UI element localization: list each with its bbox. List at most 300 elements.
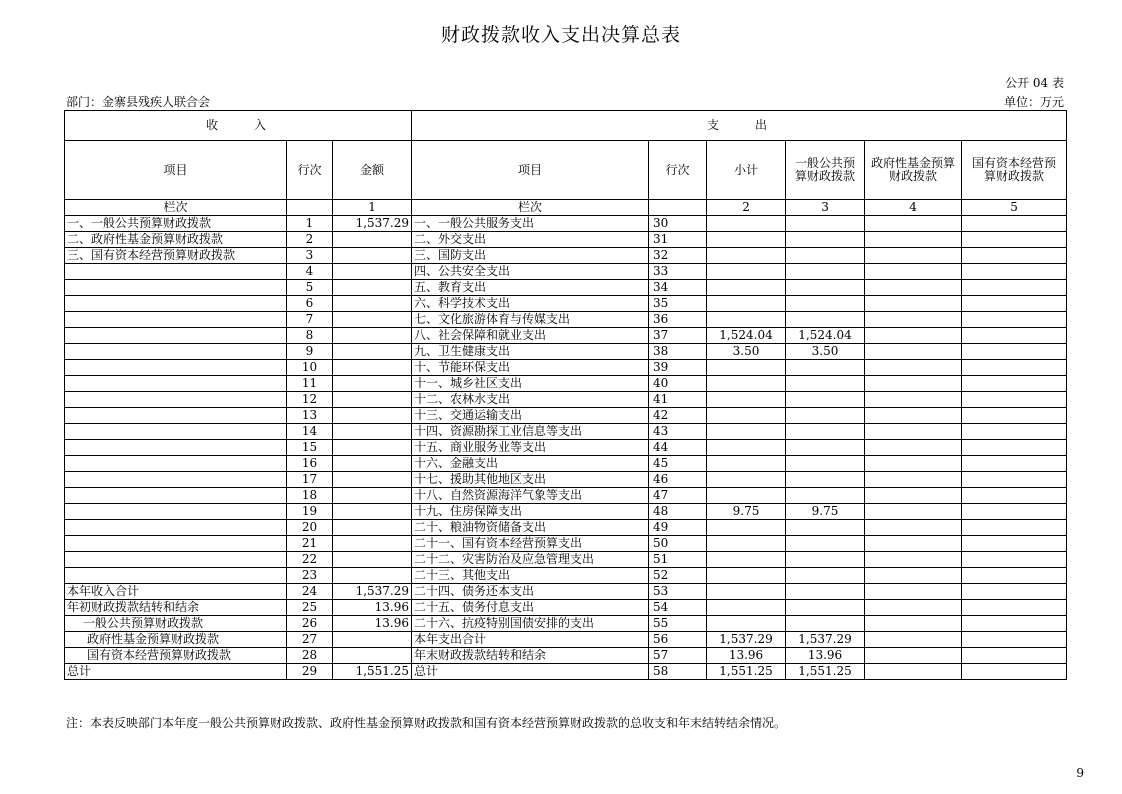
income-amount: [333, 648, 412, 664]
gov-fund-value: [865, 536, 962, 552]
expense-row-no: 53: [649, 584, 707, 600]
gov-fund-value: [865, 424, 962, 440]
income-row-no: 8: [287, 328, 333, 344]
expense-row-no: 52: [649, 568, 707, 584]
general-budget-value: 1,524.04: [786, 328, 865, 344]
income-amount: [333, 424, 412, 440]
income-amount: [333, 472, 412, 488]
col-empty-1: [287, 200, 333, 216]
subtotal-value: [707, 376, 786, 392]
expense-row-no: 41: [649, 392, 707, 408]
income-item-header: 项目: [65, 141, 287, 200]
general-budget-value: [786, 520, 865, 536]
expense-row-no: 40: [649, 376, 707, 392]
income-row-no: 4: [287, 264, 333, 280]
state-capital-value: [962, 216, 1067, 232]
income-row-no: 7: [287, 312, 333, 328]
subtotal-value: [707, 456, 786, 472]
income-amount: [333, 232, 412, 248]
expense-item: 四、公共安全支出: [412, 264, 649, 280]
table-row: [65, 456, 1067, 472]
income-item: [65, 552, 287, 568]
gov-fund-value: [865, 376, 962, 392]
state-capital-value: [962, 616, 1067, 632]
gov-fund-value: [865, 360, 962, 376]
expense-row-no: 35: [649, 296, 707, 312]
income-item: [65, 520, 287, 536]
income-item: 一般公共预算财政拨款: [65, 616, 287, 632]
income-item: 政府性基金预算财政拨款: [65, 632, 287, 648]
gov-fund-value: [865, 408, 962, 424]
table-row: [65, 312, 1067, 328]
expense-row-no: 43: [649, 424, 707, 440]
expense-item: 本年支出合计: [412, 632, 649, 648]
subtotal-value: [707, 536, 786, 552]
general-budget-value: [786, 584, 865, 600]
gov-fund-value: [865, 584, 962, 600]
table-row: [65, 632, 1067, 648]
income-amount: [333, 248, 412, 264]
income-amount: [333, 504, 412, 520]
income-item: [65, 392, 287, 408]
income-row-no: 28: [287, 648, 333, 664]
table-row: [65, 520, 1067, 536]
general-budget-value: [786, 536, 865, 552]
column-number-row: [65, 200, 1067, 216]
general-budget-value: [786, 472, 865, 488]
table-row: [65, 568, 1067, 584]
expense-row-no: 34: [649, 280, 707, 296]
page-title: 财政拨款收入支出决算总表: [440, 24, 681, 46]
state-capital-value: [962, 472, 1067, 488]
income-amount: [333, 296, 412, 312]
state-capital-value: [962, 536, 1067, 552]
expense-row-no: 46: [649, 472, 707, 488]
state-capital-header: 国有资本经营预算财政拨款: [962, 141, 1067, 200]
budget-table: [64, 110, 1067, 680]
expense-row-no: 33: [649, 264, 707, 280]
gov-fund-value: [865, 648, 962, 664]
income-item: [65, 440, 287, 456]
subtotal-value: [707, 312, 786, 328]
income-row-no: 14: [287, 424, 333, 440]
subtotal-value: [707, 552, 786, 568]
subtotal-value: [707, 360, 786, 376]
income-row-no: 29: [287, 664, 333, 680]
income-row-no: 13: [287, 408, 333, 424]
expense-item: 八、社会保障和就业支出: [412, 328, 649, 344]
page-number: 9: [1076, 766, 1084, 780]
expense-item: 二十一、国有资本经营预算支出: [412, 536, 649, 552]
table-row: [65, 280, 1067, 296]
income-row-no: 6: [287, 296, 333, 312]
expense-row-no: 42: [649, 408, 707, 424]
income-amount: [333, 488, 412, 504]
income-item: [65, 456, 287, 472]
table-row: [65, 408, 1067, 424]
income-item: [65, 264, 287, 280]
expense-row-no: 50: [649, 536, 707, 552]
col-number-5: 5: [962, 200, 1067, 216]
income-row-no: 10: [287, 360, 333, 376]
table-row: [65, 328, 1067, 344]
subtotal-value: [707, 520, 786, 536]
table-row: [65, 264, 1067, 280]
general-budget-value: [786, 248, 865, 264]
income-row-no: 23: [287, 568, 333, 584]
expense-row-no: 56: [649, 632, 707, 648]
expense-item: 十九、住房保障支出: [412, 504, 649, 520]
income-row-no: 25: [287, 600, 333, 616]
gov-fund-header: 政府性基金预算财政拨款: [865, 141, 962, 200]
state-capital-value: [962, 424, 1067, 440]
subtotal-value: [707, 280, 786, 296]
expense-item: 十一、城乡社区支出: [412, 376, 649, 392]
footnote: 注：本表反映部门本年度一般公共预算财政拨款、政府性基金预算财政拨款和国有资本经营预算财政拨款的总收支和年末结转结余情况。: [66, 716, 787, 730]
subtotal-value: 3.50: [707, 344, 786, 360]
table-row: [65, 296, 1067, 312]
gov-fund-value: [865, 456, 962, 472]
state-capital-value: [962, 552, 1067, 568]
state-capital-value: [962, 488, 1067, 504]
income-amount: [333, 568, 412, 584]
subtotal-value: 1,537.29: [707, 632, 786, 648]
gov-fund-value: [865, 344, 962, 360]
unit-label: 单位：万元: [1003, 95, 1064, 109]
expense-item: 十六、金融支出: [412, 456, 649, 472]
general-budget-value: [786, 568, 865, 584]
department-label: 部门：金寨县残疾人联合会: [66, 95, 211, 109]
expense-item: 七、文化旅游体育与传媒支出: [412, 312, 649, 328]
expense-row-no: 51: [649, 552, 707, 568]
table-body: [65, 216, 1067, 680]
general-budget-value: [786, 616, 865, 632]
subtotal-value: [707, 392, 786, 408]
table-row: [65, 536, 1067, 552]
expense-item: 二、外交支出: [412, 232, 649, 248]
general-budget-value: [786, 552, 865, 568]
income-amount: 13.96: [333, 616, 412, 632]
general-budget-value: [786, 264, 865, 280]
expense-item: 十二、农林水支出: [412, 392, 649, 408]
income-row-no: 16: [287, 456, 333, 472]
income-row-no: 19: [287, 504, 333, 520]
gov-fund-value: [865, 504, 962, 520]
col-number-1: 1: [333, 200, 412, 216]
subtotal-value: [707, 488, 786, 504]
col-label-income: 栏次: [65, 200, 287, 216]
state-capital-value: [962, 344, 1067, 360]
expense-row-no: 54: [649, 600, 707, 616]
state-capital-value: [962, 584, 1067, 600]
gov-fund-value: [865, 600, 962, 616]
table-row: [65, 472, 1067, 488]
table-row: [65, 552, 1067, 568]
income-item: [65, 360, 287, 376]
subtotal-value: [707, 600, 786, 616]
expense-row-no: 30: [649, 216, 707, 232]
income-amount-header: 金额: [333, 141, 412, 200]
income-item: 二、政府性基金预算财政拨款: [65, 232, 287, 248]
gov-fund-value: [865, 248, 962, 264]
gov-fund-value: [865, 392, 962, 408]
general-budget-value: [786, 312, 865, 328]
expense-item: 十八、自然资源海洋气象等支出: [412, 488, 649, 504]
state-capital-value: [962, 232, 1067, 248]
general-budget-value: [786, 440, 865, 456]
expense-row-no: 39: [649, 360, 707, 376]
income-item: [65, 344, 287, 360]
general-budget-value: [786, 232, 865, 248]
income-item: [65, 568, 287, 584]
table-row: [65, 440, 1067, 456]
gov-fund-value: [865, 472, 962, 488]
income-amount: [333, 392, 412, 408]
expense-row-no: 45: [649, 456, 707, 472]
state-capital-value: [962, 600, 1067, 616]
income-amount: [333, 312, 412, 328]
general-budget-value: 9.75: [786, 504, 865, 520]
subtotal-value: [707, 584, 786, 600]
income-item: [65, 536, 287, 552]
subtotal-value: [707, 408, 786, 424]
income-amount: [333, 344, 412, 360]
col-empty-2: [649, 200, 707, 216]
gov-fund-value: [865, 616, 962, 632]
expense-row-no: 57: [649, 648, 707, 664]
subtotal-value: [707, 232, 786, 248]
income-row-no: 1: [287, 216, 333, 232]
expense-row-no: 44: [649, 440, 707, 456]
subtotal-value: 9.75: [707, 504, 786, 520]
general-budget-value: 13.96: [786, 648, 865, 664]
income-row-no: 27: [287, 632, 333, 648]
expense-item: 五、教育支出: [412, 280, 649, 296]
general-budget-value: [786, 424, 865, 440]
table-row: [65, 424, 1067, 440]
gov-fund-value: [865, 552, 962, 568]
income-amount: [333, 376, 412, 392]
col-number-2: 2: [707, 200, 786, 216]
income-item: [65, 280, 287, 296]
subtotal-value: [707, 424, 786, 440]
income-row-no: 3: [287, 248, 333, 264]
general-budget-value: [786, 408, 865, 424]
table-row: [65, 648, 1067, 664]
expense-item: 二十五、债务付息支出: [412, 600, 649, 616]
col-number-3: 3: [786, 200, 865, 216]
subtotal-value: [707, 440, 786, 456]
income-item: 本年收入合计: [65, 584, 287, 600]
state-capital-value: [962, 456, 1067, 472]
income-item: 年初财政拨款结转和结余: [65, 600, 287, 616]
subtotal-value: [707, 264, 786, 280]
income-item: 一、一般公共预算财政拨款: [65, 216, 287, 232]
expense-item: 二十二、灾害防治及应急管理支出: [412, 552, 649, 568]
income-row-no: 22: [287, 552, 333, 568]
expense-item: 十、节能环保支出: [412, 360, 649, 376]
expense-row-no: 31: [649, 232, 707, 248]
income-row-no: 26: [287, 616, 333, 632]
expense-row-no: 58: [649, 664, 707, 680]
general-budget-value: [786, 360, 865, 376]
state-capital-value: [962, 408, 1067, 424]
expense-header: 支 出: [412, 111, 1067, 141]
gov-fund-value: [865, 232, 962, 248]
table-row: [65, 504, 1067, 520]
expense-item: 一、一般公共服务支出: [412, 216, 649, 232]
state-capital-value: [962, 392, 1067, 408]
income-row-no: 17: [287, 472, 333, 488]
subtotal-value: [707, 216, 786, 232]
table-row: [65, 248, 1067, 264]
income-row-no: 18: [287, 488, 333, 504]
expense-item: 二十六、抗疫特别国债安排的支出: [412, 616, 649, 632]
income-amount: [333, 264, 412, 280]
table-row: [65, 216, 1067, 232]
table-row: [65, 392, 1067, 408]
income-item: 总计: [65, 664, 287, 680]
gov-fund-value: [865, 664, 962, 680]
subtotal-value: [707, 472, 786, 488]
table-row: [65, 600, 1067, 616]
income-amount: [333, 408, 412, 424]
income-item: [65, 488, 287, 504]
gov-fund-value: [865, 440, 962, 456]
income-amount: [333, 328, 412, 344]
subtotal-value: [707, 568, 786, 584]
expense-item: 六、科学技术支出: [412, 296, 649, 312]
expense-item: 年末财政拨款结转和结余: [412, 648, 649, 664]
gov-fund-value: [865, 328, 962, 344]
income-row-no-header: 行次: [287, 141, 333, 200]
header-group-row: [65, 111, 1067, 141]
expense-item: 十四、资源勘探工业信息等支出: [412, 424, 649, 440]
table-row: [65, 376, 1067, 392]
expense-item: 总计: [412, 664, 649, 680]
expense-item: 二十、粮油物资储备支出: [412, 520, 649, 536]
expense-item: 九、卫生健康支出: [412, 344, 649, 360]
table-row: [65, 616, 1067, 632]
general-budget-value: [786, 456, 865, 472]
table-row: [65, 232, 1067, 248]
expense-item: 十七、援助其他地区支出: [412, 472, 649, 488]
income-item: 国有资本经营预算财政拨款: [65, 648, 287, 664]
income-item: [65, 328, 287, 344]
expense-item: 十五、商业服务业等支出: [412, 440, 649, 456]
income-item: [65, 504, 287, 520]
income-row-no: 9: [287, 344, 333, 360]
gov-fund-value: [865, 312, 962, 328]
income-amount: [333, 632, 412, 648]
general-budget-value: [786, 296, 865, 312]
income-amount: [333, 552, 412, 568]
general-budget-value: 1,551.25: [786, 664, 865, 680]
state-capital-value: [962, 248, 1067, 264]
subtotal-value: 13.96: [707, 648, 786, 664]
gov-fund-value: [865, 280, 962, 296]
gov-fund-value: [865, 488, 962, 504]
income-amount: 1,551.25: [333, 664, 412, 680]
income-amount: [333, 456, 412, 472]
state-capital-value: [962, 264, 1067, 280]
expense-row-no: 32: [649, 248, 707, 264]
general-budget-header: 一般公共预算财政拨款: [786, 141, 865, 200]
state-capital-value: [962, 504, 1067, 520]
expense-row-no: 48: [649, 504, 707, 520]
expense-row-no: 55: [649, 616, 707, 632]
income-amount: [333, 536, 412, 552]
subtotal-value: [707, 616, 786, 632]
col-number-4: 4: [865, 200, 962, 216]
income-item: [65, 472, 287, 488]
income-row-no: 12: [287, 392, 333, 408]
income-item: [65, 376, 287, 392]
general-budget-value: 3.50: [786, 344, 865, 360]
income-amount: [333, 520, 412, 536]
table-row: [65, 344, 1067, 360]
expense-item-header: 项目: [412, 141, 649, 200]
income-item: [65, 408, 287, 424]
gov-fund-value: [865, 216, 962, 232]
state-capital-value: [962, 440, 1067, 456]
expense-row-no: 38: [649, 344, 707, 360]
income-row-no: 11: [287, 376, 333, 392]
state-capital-value: [962, 520, 1067, 536]
table-row: [65, 360, 1067, 376]
expense-item: 二十三、其他支出: [412, 568, 649, 584]
general-budget-value: [786, 392, 865, 408]
income-row-no: 20: [287, 520, 333, 536]
gov-fund-value: [865, 296, 962, 312]
subtotal-header: 小计: [707, 141, 786, 200]
general-budget-value: 1,537.29: [786, 632, 865, 648]
state-capital-value: [962, 296, 1067, 312]
state-capital-value: [962, 568, 1067, 584]
expense-row-no: 49: [649, 520, 707, 536]
form-code: 公开 04 表: [1005, 76, 1064, 90]
expense-row-no-header: 行次: [649, 141, 707, 200]
expense-row-no: 47: [649, 488, 707, 504]
general-budget-value: [786, 600, 865, 616]
income-amount: 1,537.29: [333, 216, 412, 232]
expense-item: 二十四、债务还本支出: [412, 584, 649, 600]
income-item: 三、国有资本经营预算财政拨款: [65, 248, 287, 264]
state-capital-value: [962, 280, 1067, 296]
expense-item: 十三、交通运输支出: [412, 408, 649, 424]
income-amount: 1,537.29: [333, 584, 412, 600]
state-capital-value: [962, 632, 1067, 648]
col-label-expense: 栏次: [412, 200, 649, 216]
income-amount: [333, 360, 412, 376]
expense-item: 三、国防支出: [412, 248, 649, 264]
subtotal-value: [707, 296, 786, 312]
table-row: [65, 664, 1067, 680]
income-row-no: 5: [287, 280, 333, 296]
expense-row-no: 37: [649, 328, 707, 344]
income-row-no: 24: [287, 584, 333, 600]
state-capital-value: [962, 328, 1067, 344]
income-item: [65, 312, 287, 328]
income-item: [65, 424, 287, 440]
table-row: [65, 584, 1067, 600]
income-amount: [333, 280, 412, 296]
expense-row-no: 36: [649, 312, 707, 328]
gov-fund-value: [865, 632, 962, 648]
gov-fund-value: [865, 568, 962, 584]
income-item: [65, 296, 287, 312]
subtotal-value: [707, 248, 786, 264]
